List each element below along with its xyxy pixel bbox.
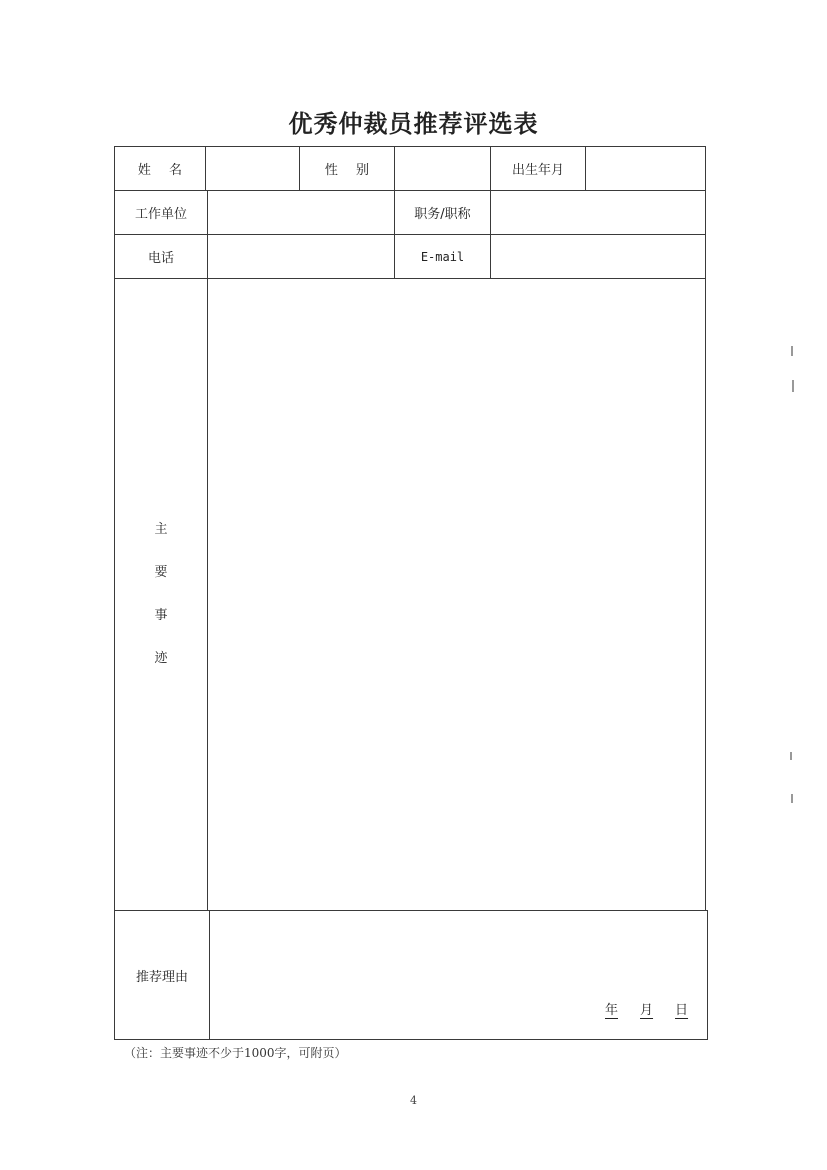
birth-field[interactable] — [586, 147, 705, 190]
scan-speck — [792, 380, 794, 392]
footnote: （注：主要事迹不少于1000字，可附页） — [124, 1046, 347, 1060]
main-deeds-char: 迹 — [154, 651, 168, 666]
main-deeds-label — [115, 508, 207, 680]
main-deeds-char: 要 — [154, 565, 168, 580]
work-unit-label: 工作单位 — [134, 207, 187, 222]
page-number: 4 — [410, 1094, 417, 1107]
table-border-right-lower — [707, 910, 708, 1040]
signature-date — [605, 999, 688, 1018]
date-month: 月 — [640, 1003, 654, 1018]
name-field[interactable] — [206, 147, 299, 190]
reason-label: 推荐理由 — [135, 969, 188, 985]
name-label: 姓 名 — [137, 163, 183, 178]
form-title: 优秀仲裁员推荐评选表 — [288, 110, 539, 138]
scan-speck — [791, 346, 793, 356]
recommendation-form — [114, 146, 705, 1040]
main-deeds-char: 主 — [154, 522, 168, 537]
date-day: 日 — [675, 1003, 689, 1018]
position-field[interactable] — [491, 191, 705, 234]
gender-field[interactable] — [395, 147, 490, 190]
email-field[interactable] — [491, 235, 705, 278]
date-year: 年 — [605, 1003, 619, 1018]
work-unit-field[interactable] — [208, 191, 394, 234]
scan-speck — [790, 752, 792, 760]
main-deeds-field[interactable] — [208, 279, 705, 910]
main-deeds-char: 事 — [154, 608, 168, 623]
birth-label: 出生年月 — [511, 163, 564, 178]
position-label: 职务/职称 — [414, 207, 471, 222]
phone-field[interactable] — [208, 235, 394, 278]
table-border-bottom — [114, 1039, 708, 1040]
reason-field[interactable] — [210, 911, 707, 1039]
table-border-right — [705, 146, 706, 911]
gender-label: 性 别 — [324, 163, 370, 178]
email-label: E-mail — [420, 249, 465, 264]
scan-speck — [791, 794, 793, 803]
phone-label: 电话 — [147, 251, 174, 266]
